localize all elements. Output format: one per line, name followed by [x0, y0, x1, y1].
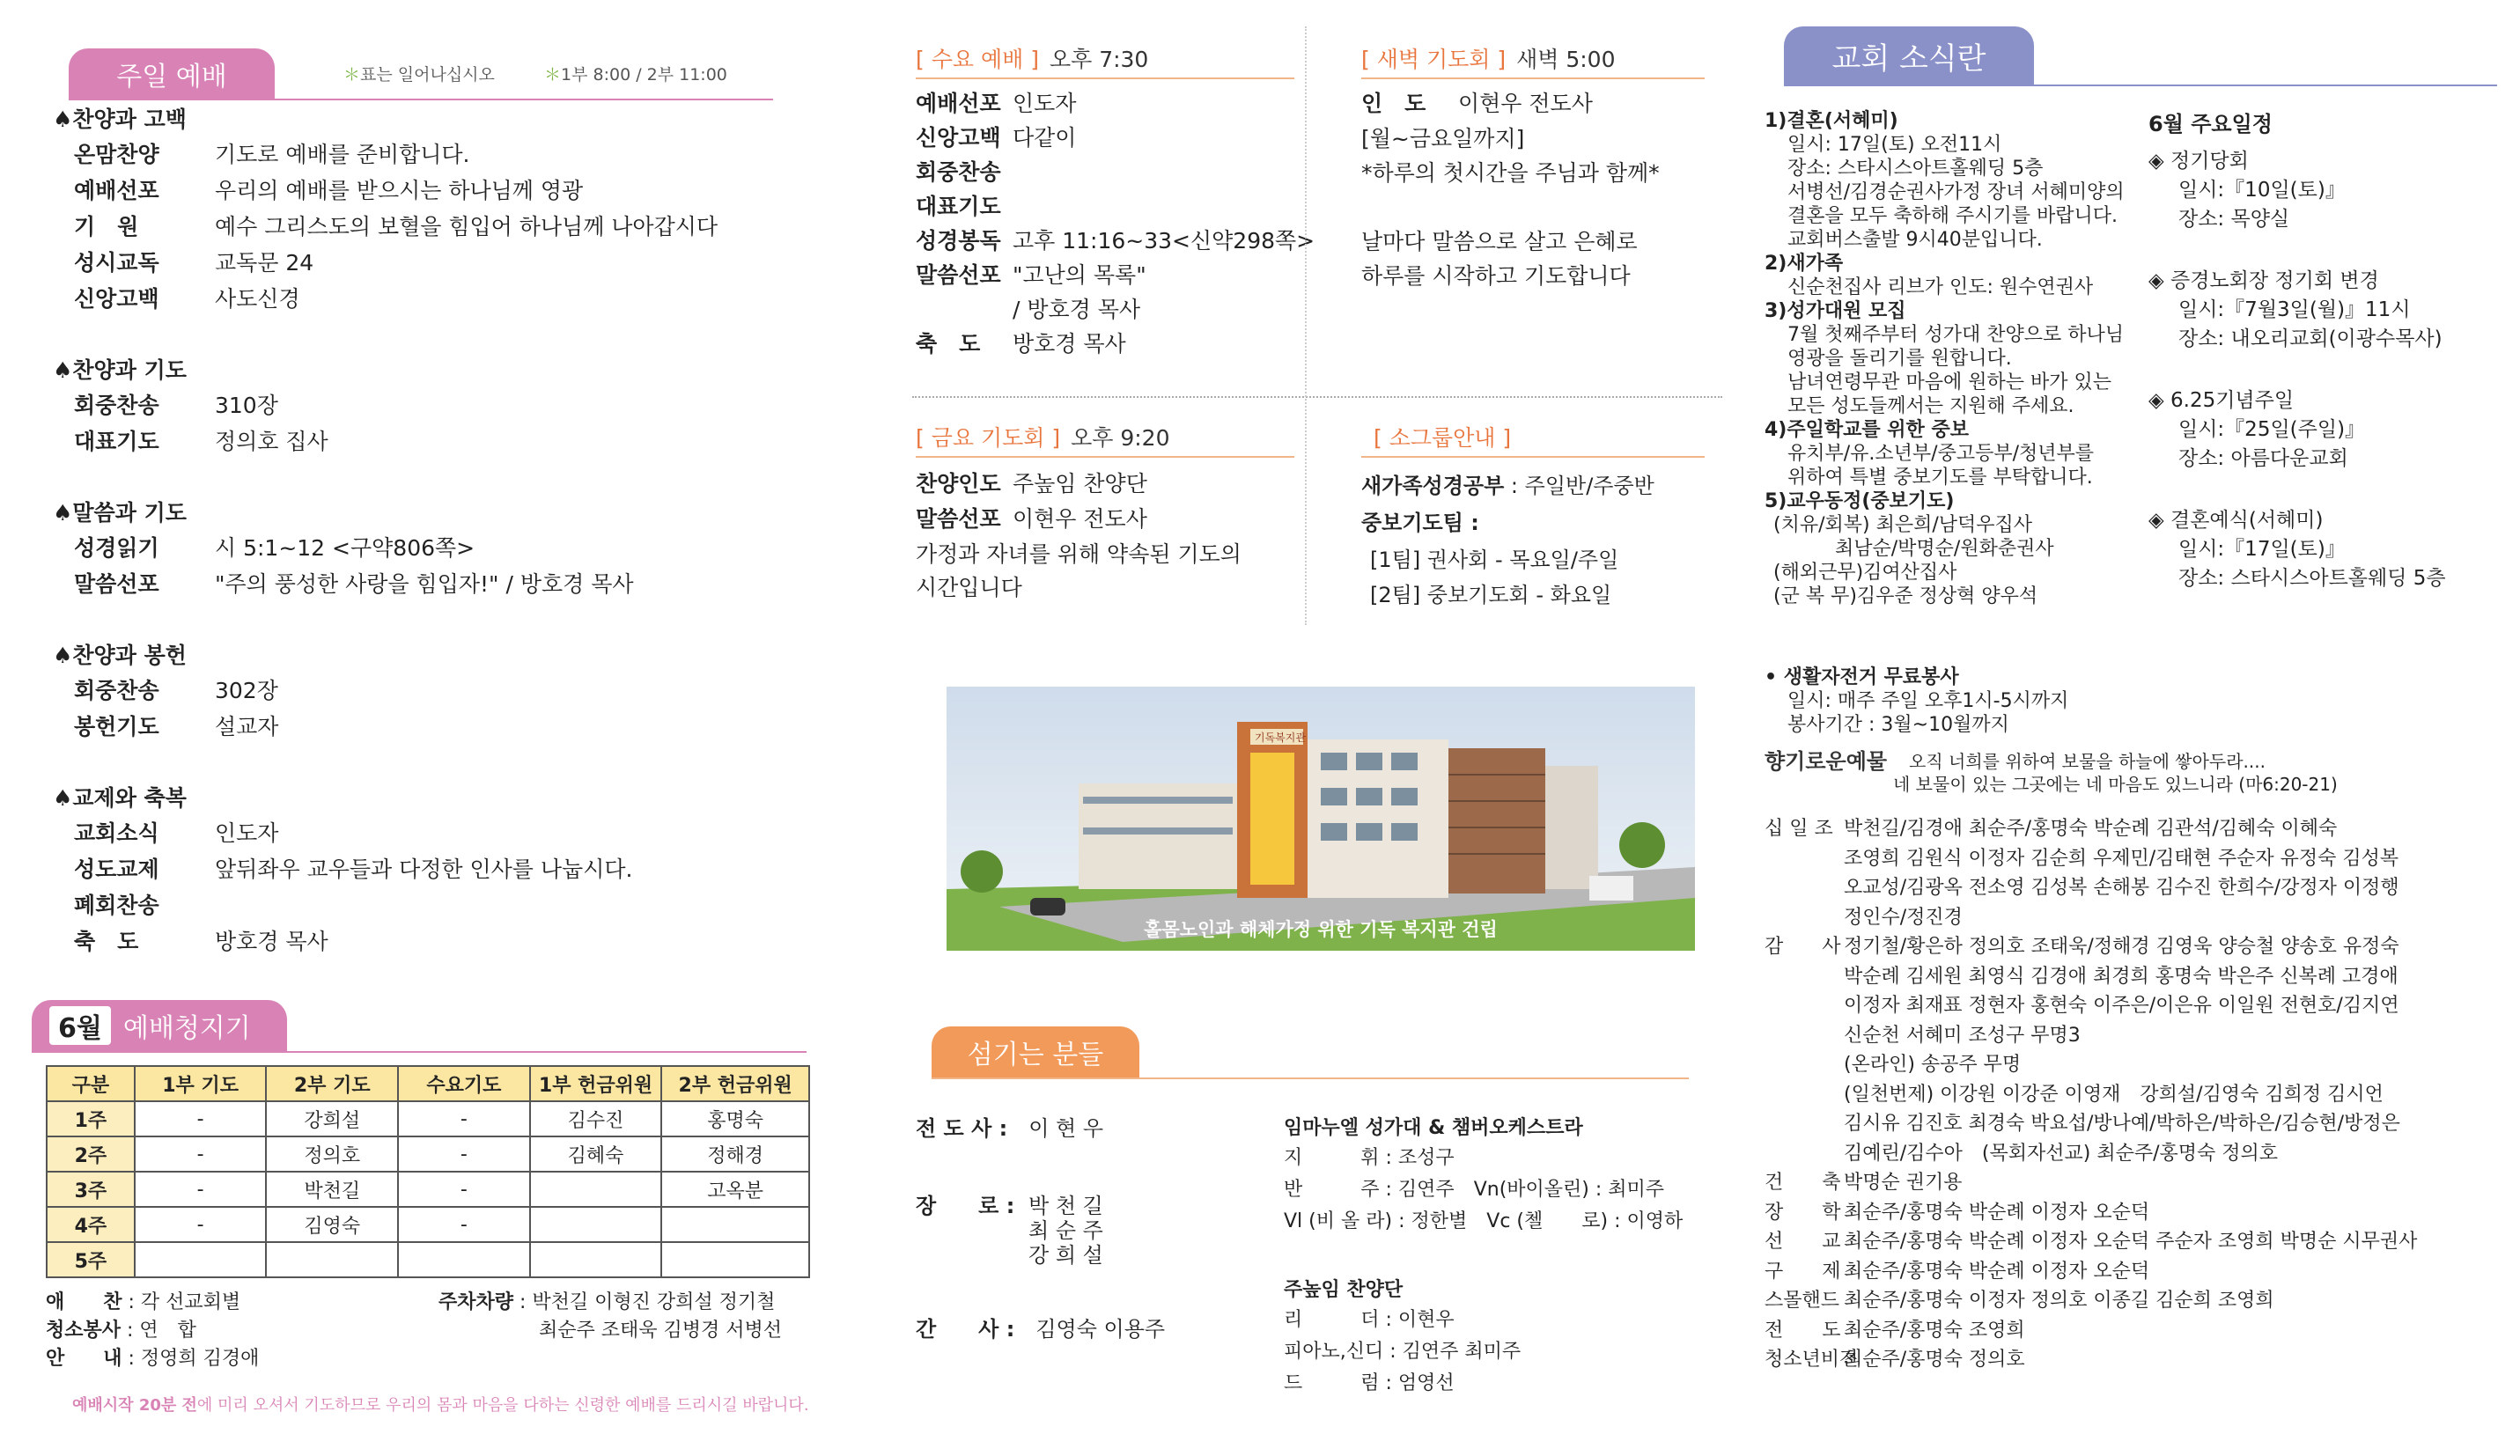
news-line: 남녀연령무관 마음에 원하는 바가 있는: [1787, 371, 2112, 393]
row-value: 다같이: [1013, 125, 1077, 151]
friday-row: 찬양인도 주높임 찬양단: [916, 471, 1147, 496]
row-value: 교독문 24: [215, 250, 314, 276]
stewards-table: [46, 1065, 810, 1278]
table-cell: -: [135, 1101, 267, 1136]
row-label: 기 원: [74, 214, 139, 239]
choir-title: 임마누엘 성가대 & 챔버오케스트라: [1284, 1117, 1583, 1139]
offering-names: 이정자 최재표 정현자 홍현숙 이주은/이은유 이일원 전현호/김지연: [1844, 995, 2399, 1017]
table-cell: 박천길: [266, 1172, 398, 1207]
row-label: 교회소식: [74, 820, 159, 846]
row-value: 예수 그리스도의 보혈을 힘입어 하나님께 나아갑시다: [215, 214, 718, 239]
offering-title: 향기로운예물: [1765, 749, 1888, 774]
row-label: 온맘찬양: [74, 142, 159, 167]
row-label: 회중찬송: [74, 678, 159, 703]
divider: [916, 456, 1294, 458]
worship-row: [74, 567, 634, 599]
dawn-line: 날마다 말씀으로 살고 은혜로: [1361, 229, 1638, 254]
sunday-title: 주일 예배: [116, 62, 227, 92]
fellowship-row: 애 찬 : 각 선교회별: [46, 1291, 241, 1313]
bike-title: • 생활자전거 무료봉사: [1765, 666, 1959, 688]
wednesday-row: [916, 121, 1076, 152]
deacon-row: 간 사 : 김영숙 이용주: [916, 1317, 1166, 1342]
wednesday-row: [916, 224, 1315, 255]
offering-names: 김시유 김진호 최경숙 박요섭/방나예/박하은/박하은/김승현/방정은: [1844, 1113, 2400, 1135]
row-value: 방호경 목사: [1013, 331, 1126, 357]
row-label: 말씀선포: [916, 262, 1001, 288]
row-label: 신앙고백: [916, 125, 1001, 151]
praise-row: 피아노,신디 : 김연주 최미주: [1284, 1341, 1522, 1363]
row-label: 말씀선포: [74, 571, 159, 597]
offering-names: 정인수/정진경: [1844, 906, 1963, 929]
news-line: 유치부/유.소년부/중고등부/청년부를: [1787, 443, 2095, 465]
row-value: 설교자: [215, 714, 279, 739]
offering-category: 청소년비전: [1765, 1349, 1859, 1371]
schedule-line: 일시:『7월3일(월)』11시: [2178, 298, 2411, 321]
parking-row-2: 최순주 조태욱 김병경 서병선: [539, 1320, 783, 1342]
table-cell: 3주: [47, 1172, 135, 1207]
row-value: 정의호 집사: [215, 429, 328, 454]
welfare-center-illustration: [947, 687, 1695, 951]
dotted-divider: [1305, 26, 1307, 625]
smallgroup-line: 새가족성경공부 : 주일반/주중반: [1361, 474, 1654, 498]
section-title: ♠찬양과 고백: [53, 107, 187, 132]
table-cell: -: [135, 1207, 267, 1242]
offering-names: 조영희 김원식 이정자 김순희 우제민/김태현 주순자 유정숙 김성복: [1844, 847, 2399, 870]
offering-names: 박명순 권기용: [1844, 1172, 1963, 1194]
table-cell: -: [398, 1172, 530, 1207]
sunday-title-tab: [69, 48, 275, 99]
section-title: ♠찬양과 봉헌: [53, 643, 187, 668]
offering-verse: 오직 너희를 위하여 보물을 하늘에 쌓아두라....: [1909, 751, 2266, 772]
news-line: (치유/회복) 최은희/남덕우집사: [1773, 514, 2033, 536]
choir-row: Vl (비 올 라) : 정한별 Vc (첼 로) : 이영하: [1284, 1210, 1684, 1232]
svg-text:기독복지관: 기독복지관: [1255, 732, 1306, 744]
news-line: 영광을 돌리기를 원합니다.: [1787, 348, 2012, 370]
news-line: 최남순/박명순/원화춘권사: [1835, 538, 2054, 560]
june-stewards-tab: [32, 1000, 287, 1051]
divider: [916, 77, 1294, 79]
worship-row: [74, 424, 328, 456]
standing-note: ＊표는 일어나십시오: [343, 65, 495, 85]
choir-row: 반 주 : 김연주 Vn(바이올린) : 최미주: [1284, 1179, 1665, 1201]
table-cell: -: [135, 1136, 267, 1172]
offering-names: 최순주/홍명숙 이정자 정의호 이종길 김순희 조영희: [1844, 1290, 2274, 1312]
table-cell: 강희설: [266, 1101, 398, 1136]
schedule-heading: ◈ 결혼예식(서혜미): [2148, 509, 2324, 532]
smallgroup-title: [ 소그룹안내 ]: [1374, 425, 1512, 451]
table-cell: -: [398, 1207, 530, 1242]
table-cell: 고옥분: [661, 1172, 809, 1207]
schedule-title: 6월 주요일정: [2148, 112, 2273, 136]
schedule-heading: ◈ 증경노회장 정기회 변경: [2148, 269, 2379, 292]
row-value: 앞뒤좌우 교우들과 다정한 인사를 나눕시다.: [215, 857, 633, 882]
table-cell: [398, 1242, 530, 1277]
choir-row: 지 휘 : 조성구: [1284, 1147, 1455, 1169]
worship-row: [74, 388, 278, 420]
wednesday-row: [916, 189, 1013, 221]
table-cell: 5주: [47, 1242, 135, 1277]
table-cell: 김수진: [530, 1101, 662, 1136]
schedule-line: 일시:『10일(토)』: [2178, 179, 2346, 202]
worship-row: [74, 673, 278, 705]
servers-title-tab: [932, 1026, 1139, 1077]
table-row: [47, 1242, 809, 1277]
friday-text: 가정과 자녀를 위해 약속된 기도의: [916, 541, 1242, 567]
schedule-heading: ◈ 정기당회: [2148, 150, 2249, 173]
offering-category: 건 축: [1765, 1172, 1841, 1194]
dotted-divider: [912, 396, 1722, 398]
dawn-leader: 인 도 이현우 전도사: [1361, 91, 1593, 116]
praise-row: 드 럼 : 엄영선: [1284, 1372, 1455, 1394]
news-heading: 1)결혼(서혜미): [1765, 110, 1898, 132]
offering-names: 최순주/홍명숙 박순례 이정자 오순덕: [1844, 1201, 2150, 1224]
row-label: 성경봉독: [916, 228, 1001, 254]
building-drawing: [947, 687, 1695, 951]
wednesday-row: [916, 258, 1146, 290]
divider: [932, 1077, 1689, 1079]
offering-category: 선 교: [1765, 1231, 1841, 1253]
wednesday-title: [ 수요 예배 ] 오후 7:30: [916, 47, 1149, 72]
section-title: ♠말씀과 기도: [53, 500, 187, 526]
table-header: 1부 헌금위원: [530, 1066, 662, 1101]
friday-text: 시간입니다: [916, 575, 1022, 600]
table-header: 수요기도: [398, 1066, 530, 1101]
news-title: 교회 소식란: [1831, 40, 1986, 77]
praise-team-title: 주높임 찬양단: [1284, 1279, 1404, 1301]
schedule-line: 장소: 스타시스아트홀웨딩 5층: [2178, 567, 2446, 590]
row-label: 축 도: [74, 929, 139, 954]
row-value: 방호경 목사: [215, 929, 328, 954]
news-line: 모든 성도들께서는 지원해 주세요.: [1787, 395, 2074, 417]
worship-row: [74, 210, 718, 241]
offering-names: (온라인) 송공주 무명: [1844, 1054, 2022, 1076]
june-stewards-title: 예배청지기: [122, 1013, 251, 1044]
row-label: 폐회찬송: [74, 893, 159, 918]
divider: [69, 99, 773, 100]
servers-title: 섬기는 분들: [967, 1040, 1104, 1070]
dawn-line: 하루를 시작하고 기도합니다: [1361, 263, 1631, 289]
row-value: "고난의 목록": [1013, 262, 1146, 288]
worship-row: [74, 246, 313, 277]
wednesday-row: [916, 327, 1126, 358]
row-value: 고후 11:16~33<신약298쪽>: [1013, 228, 1315, 254]
elder-name: 박 천 길: [1028, 1194, 1103, 1218]
news-line: (군 복 무)김우준 정상혁 양우석: [1773, 585, 2038, 607]
section-title: ♠찬양과 기도: [53, 357, 187, 383]
table-cell: [661, 1207, 809, 1242]
row-value: "주의 풍성한 사랑을 힘입자!" / 방호경 목사: [215, 571, 634, 597]
divider: [1361, 456, 1705, 458]
schedule-line: 일시:『17일(토)』: [2178, 538, 2346, 561]
worship-footer-note: 예배시작 20분 전에 미리 오셔서 기도하므로 우리의 몸과 마음을 다하는 신령한 예배를 드리시길 바랍니다.: [72, 1396, 809, 1415]
row-value: 310장: [215, 393, 278, 418]
row-label: 성시교독: [74, 250, 159, 276]
table-cell: 2주: [47, 1136, 135, 1172]
row-value: 인도자: [215, 820, 279, 846]
elder-label: 장 로 :: [916, 1194, 1015, 1218]
row-value: 인도자: [1013, 91, 1077, 116]
worship-row: [74, 137, 470, 169]
schedule-line: 일시:『25일(주일)』: [2178, 418, 2366, 441]
row-value: 302장: [215, 678, 278, 703]
table-cell: -: [398, 1136, 530, 1172]
smallgroup-line: [2팀] 중보기도회 - 화요일: [1370, 583, 1612, 607]
table-header: 2부 기도: [266, 1066, 398, 1101]
row-value: 시 5:1~12 <구약806쪽>: [215, 535, 475, 561]
worship-row: [74, 710, 278, 741]
worship-row: [74, 531, 475, 563]
offering-names: 최순주/홍명숙 정의호: [1844, 1349, 2025, 1371]
offering-names: 최순주/홍명숙 박순례 이정자 오순덕 주순자 조영희 박명순 시무권사: [1844, 1231, 2418, 1253]
table-cell: [530, 1242, 662, 1277]
schedule-line: 장소: 목양실: [2178, 208, 2290, 231]
row-value: 기도로 예배를 준비합니다.: [215, 142, 470, 167]
worship-row: [74, 888, 215, 920]
table-header: 2부 헌금위원: [661, 1066, 809, 1101]
table-cell: 정의호: [266, 1136, 398, 1172]
news-line: 결혼을 모두 축하해 주시기를 바랍니다.: [1787, 205, 2118, 227]
row-label: 성경읽기: [74, 535, 159, 561]
table-row: [47, 1101, 809, 1136]
offering-category: 감 사: [1765, 936, 1841, 958]
offering-names: 박순례 김세원 최영식 김경애 최경희 홍명숙 박은주 신복례 고경애: [1844, 965, 2398, 988]
news-heading: 4)주일학교를 위한 중보: [1765, 419, 1969, 441]
offering-category: 장 학: [1765, 1201, 1841, 1224]
table-cell: 김혜숙: [530, 1136, 662, 1172]
smallgroup-line: [1팀] 권사회 - 목요일/주일: [1370, 548, 1619, 572]
row-label: 신앙고백: [74, 286, 159, 312]
offering-names: 김예린/김수아 (목회자선교) 최순주/홍명숙 정의호: [1844, 1142, 2279, 1165]
friday-row: 말씀선포 이현우 전도사: [916, 506, 1147, 532]
offering-verse: 네 보물이 있는 그곳에는 네 마음도 있느니라 (마6:20-21): [1893, 774, 2338, 795]
praise-row: 리 더 : 이현우: [1284, 1309, 1455, 1331]
wednesday-row: [916, 155, 1013, 187]
elder-name: 강 희 설: [1028, 1243, 1103, 1268]
table-cell: [530, 1207, 662, 1242]
table-cell: [661, 1242, 809, 1277]
offering-names: 박천길/김경애 최순주/홍명숙 박순례 김관석/김혜숙 이혜숙: [1844, 818, 2338, 840]
worship-row: [74, 173, 583, 205]
row-value: 우리의 예배를 받으시는 하나님께 영광: [215, 178, 584, 203]
row-label: [916, 292, 1013, 324]
service-times-note: ＊1부 8:00 / 2부 11:00: [544, 65, 727, 85]
cleaning-row: 청소봉사 : 연 합: [46, 1320, 196, 1342]
offering-names: 신순천 서혜미 조성구 무명3: [1844, 1024, 2081, 1047]
row-label: 대표기도: [74, 429, 159, 454]
usher-row: 안 내 : 정영희 김경애: [46, 1348, 260, 1370]
table-cell: 4주: [47, 1207, 135, 1242]
news-line: (해외근무)김여산집사: [1773, 562, 1957, 584]
row-value: / 방호경 목사: [1013, 297, 1141, 322]
offering-category: 스몰핸드: [1765, 1290, 1840, 1312]
table-cell: 김영숙: [266, 1207, 398, 1242]
worship-row: [74, 282, 300, 313]
news-line: 7월 첫째주부터 성가대 찬양으로 하나님: [1787, 324, 2125, 346]
schedule-heading: ◈ 6.25기념주일: [2148, 389, 2295, 412]
bike-line: 봉사기간 : 3월~10월까지: [1787, 714, 2009, 736]
friday-title: [ 금요 기도회 ] 오후 9:20: [916, 425, 1170, 451]
table-header: 1부 기도: [135, 1066, 267, 1101]
divider: [1784, 85, 2497, 86]
table-cell: [135, 1242, 267, 1277]
news-title-tab: [1784, 26, 2034, 85]
news-line: 교회버스출발 9시40분입니다.: [1787, 229, 2043, 251]
table-cell: 1주: [47, 1101, 135, 1136]
table-cell: -: [398, 1101, 530, 1136]
table-header: 구분: [47, 1066, 135, 1101]
offering-category: 구 제: [1765, 1260, 1841, 1283]
smallgroup-line: 중보기도팀 :: [1361, 511, 1479, 535]
table-cell: [266, 1242, 398, 1277]
wednesday-row: [916, 86, 1076, 118]
row-label: 예배선포: [916, 91, 1001, 116]
dawn-line: *하루의 첫시간을 주님과 함께*: [1361, 160, 1660, 186]
row-label: 예배선포: [74, 178, 159, 203]
row-label: 회중찬송: [74, 393, 159, 418]
news-heading: 3)성가대원 모집: [1765, 300, 1906, 322]
table-cell: -: [135, 1172, 267, 1207]
news-line: 위하여 특별 중보기도를 부탁합니다.: [1787, 467, 2093, 489]
dawn-title: [ 새벽 기도회 ] 새벽 5:00: [1361, 47, 1616, 72]
news-heading: 2)새가족: [1765, 253, 1844, 275]
news-line: 신순천집사 리브가 인도: 원수연권사: [1787, 276, 2094, 298]
news-heading: 5)교우동정(중보기도): [1765, 490, 1955, 512]
dawn-line: [월~금요일까지]: [1361, 126, 1525, 151]
schedule-line: 장소: 아름다운교회: [2178, 447, 2348, 470]
news-line: 장소: 스타시스아트홀웨딩 5층: [1787, 158, 2044, 180]
offering-names: 정기철/황은하 정의호 조태욱/정해경 김영욱 양승철 양송호 유정숙: [1844, 936, 2399, 958]
divider: [32, 1051, 807, 1053]
june-month-badge: 6월: [49, 1006, 111, 1045]
divider: [1361, 77, 1705, 79]
table-cell: 홍명숙: [661, 1101, 809, 1136]
row-value: 사도신경: [215, 286, 300, 312]
schedule-line: 장소: 내오리교회(이광수목사): [2178, 327, 2443, 350]
elder-name: 최 순 주: [1028, 1218, 1103, 1243]
offering-names: (일천번제) 이강원 이강준 이영재 강희설/김영숙 김희정 김시언: [1844, 1083, 2384, 1106]
evangelist-row: 전 도 사 : 이 현 우: [916, 1116, 1104, 1141]
row-label: 축 도: [916, 331, 981, 357]
row-label: 회중찬송: [916, 159, 1001, 185]
worship-row: [74, 924, 328, 956]
table-cell: [530, 1172, 662, 1207]
illustration-caption: 홀몸노인과 해체가정 위한 기독 복지관 건립: [1144, 919, 1498, 940]
table-cell: 정해경: [661, 1136, 809, 1172]
offering-names: 최순주/홍명숙 조영희: [1844, 1319, 2025, 1342]
table-row: [47, 1207, 809, 1242]
row-label: 봉헌기도: [74, 714, 159, 739]
row-label: 성도교제: [74, 857, 159, 882]
news-line: 일시: 17일(토) 오전11시: [1787, 134, 2002, 156]
worship-row: [74, 816, 278, 848]
row-label: 대표기도: [916, 194, 1001, 219]
offering-names: 오교성/김광옥 전소영 김성복 손해봉 김수진 한희수/강정자 이정행: [1844, 877, 2399, 899]
parking-row: 주차차량 : 박천길 이형진 강희설 정기철: [438, 1291, 776, 1313]
table-row: [47, 1136, 809, 1172]
bike-line: 일시: 매주 주일 오후1시-5시까지: [1787, 690, 2069, 712]
table-row: [47, 1172, 809, 1207]
offering-category: 십 일 조: [1765, 818, 1833, 840]
offering-names: 최순주/홍명숙 박순례 이정자 오순덕: [1844, 1260, 2150, 1283]
offering-category: 전 도: [1765, 1319, 1841, 1342]
section-title: ♠교제와 축복: [53, 785, 187, 811]
wednesday-row: [916, 292, 1140, 324]
news-line: 서병선/김경순권사가정 장녀 서혜미양의: [1787, 181, 2125, 203]
worship-row: [74, 852, 632, 884]
